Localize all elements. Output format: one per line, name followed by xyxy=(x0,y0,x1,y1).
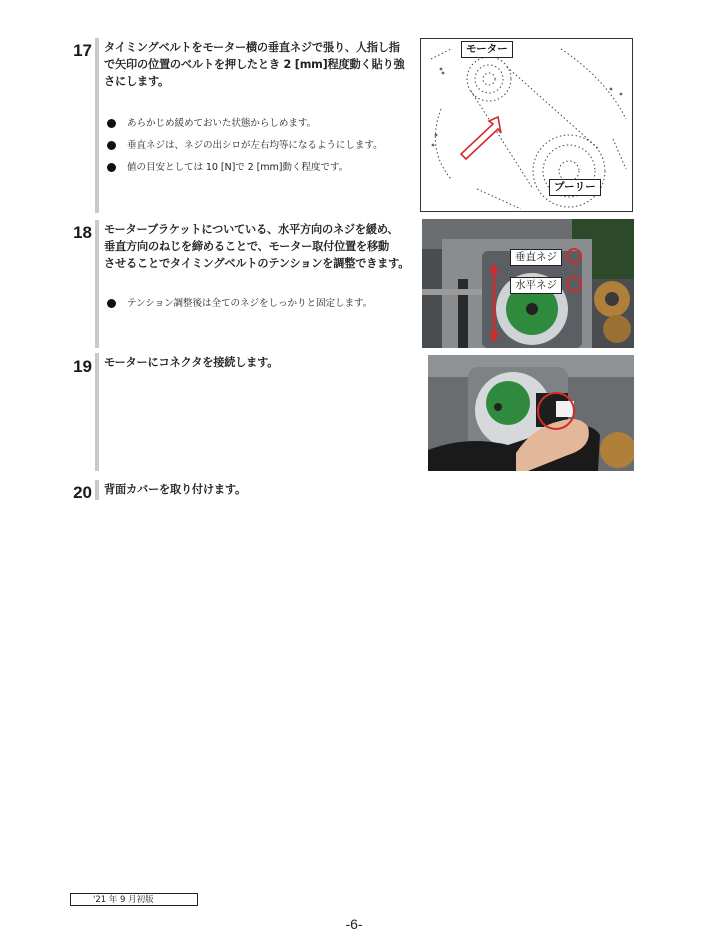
step-bar xyxy=(95,38,99,213)
pulley-label: プーリー xyxy=(549,179,601,196)
horizontal-screw-label: 水平ネジ xyxy=(510,277,562,294)
step-title xyxy=(104,39,414,90)
belt-diagram xyxy=(421,39,633,212)
step-title-line: で矢印の位置のベルトを押したとき 2 [mm]程度動く貼り強 xyxy=(104,58,405,71)
bullet-item: 値の目安としては 10 [N]で 2 [mm]動く程度です。 xyxy=(107,162,417,184)
vertical-screw-label: 垂直ネジ xyxy=(510,249,562,266)
bullet-list xyxy=(107,118,417,184)
bullet-dot-icon xyxy=(107,119,116,128)
step-title xyxy=(104,481,414,498)
step-bar xyxy=(95,480,99,500)
motor-bracket-photo xyxy=(422,219,634,348)
bullet-item: 垂直ネジは、ネジの出シロが左右均等になるようにします。 xyxy=(107,140,417,162)
bullet-dot-icon xyxy=(107,299,116,308)
step-number: 18 xyxy=(73,223,92,242)
step-title xyxy=(104,354,414,371)
bullet-dot-icon xyxy=(107,163,116,172)
bullet-dot-icon xyxy=(107,141,116,150)
edition-box: '21 年 9 月初版 xyxy=(70,893,198,906)
motor-label: モーター xyxy=(461,41,513,58)
belt-diagram-figure xyxy=(420,38,633,212)
step-title-line: させることでタイミングベルトのテンションを調整できます。 xyxy=(104,257,410,270)
step-title-line: タイミングベルトをモーター横の垂直ネジで張り、人指し指 xyxy=(104,41,400,54)
step-title-line: 垂直方向のねじを締めることで、モーター取付位置を移動 xyxy=(104,240,390,253)
step-bar xyxy=(95,353,99,471)
step-title-line: モーターにコネクタを接続します。 xyxy=(104,356,279,369)
step-number: 19 xyxy=(73,357,92,376)
step-number: 17 xyxy=(73,41,92,60)
bullet-item: あらかじめ緩めておいた状態からしめます。 xyxy=(107,118,417,140)
connector-photo xyxy=(428,355,634,471)
bullet-list xyxy=(107,298,417,320)
connector-image xyxy=(428,355,634,471)
arrow-icon xyxy=(461,117,501,159)
step-title-line: さにします。 xyxy=(104,75,170,88)
step-number: 20 xyxy=(73,483,92,502)
step-bar xyxy=(95,220,99,348)
bullet-item: テンション調整後は全てのネジをしっかりと固定します。 xyxy=(107,298,417,320)
step-title-line: 背面カバーを取り付けます。 xyxy=(104,483,246,496)
step-title xyxy=(104,221,419,272)
step-title-line: モーターブラケットについている、水平方向のネジを緩め、 xyxy=(104,223,399,236)
page-number: -6- xyxy=(345,916,363,932)
